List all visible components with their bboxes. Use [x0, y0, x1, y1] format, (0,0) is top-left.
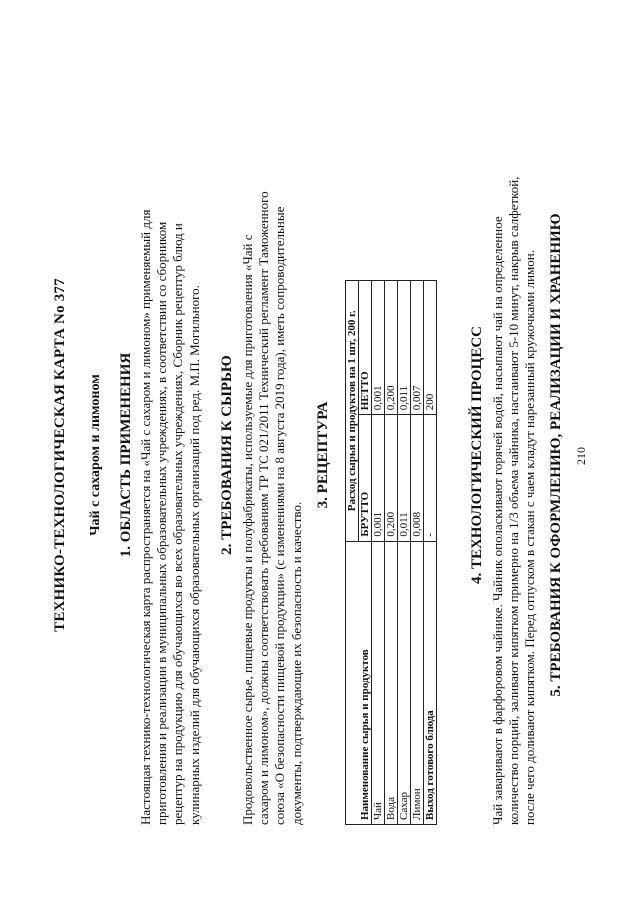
section-2-title: 2. ТРЕБОВАНИЯ К СЫРЬЮ: [219, 355, 235, 555]
cell-brutto: 0,008: [411, 415, 424, 541]
cell-netto: 0,011: [398, 281, 411, 415]
dish-title: Чай с сахаром и лимоном: [88, 374, 103, 536]
cell-brutto: 0,001: [372, 415, 385, 541]
text-line: союза «О безопасности пищевой продукции» (с изменениями на 8 августа 2019 года), иметь сопроводительные: [272, 206, 288, 825]
table-total-row: [424, 281, 437, 825]
cell-name: Сахар: [398, 541, 411, 824]
text-line: количество порций, заливают кипятком примерно на 1/3 объема чайника, настаивают 5-10 минут, накрыв салфеткой,: [506, 176, 522, 825]
cell-brutto: 0,200: [385, 415, 398, 541]
table-header-row: [346, 281, 359, 825]
cell-netto: 0,200: [385, 281, 398, 415]
cell-netto: 0,007: [411, 281, 424, 415]
table-row: [385, 281, 398, 825]
section-1-text: [138, 105, 203, 825]
cell-name: Выход готового блюда: [424, 541, 437, 824]
cell-brutto: 0,011: [398, 415, 411, 541]
cell-netto: 0,001: [372, 281, 385, 415]
cell-name: Вода: [385, 541, 398, 824]
text-line: рецептур на продукцию для обучающихся во всех образовательных учреждениях, Сборник рецептур блюд и: [170, 223, 186, 825]
text-line: документы, подтверждающие их безопасность и качество.: [288, 501, 304, 825]
text-line: кулинарных изделий для обучающихся образовательных организаций под ред. М.П. Могильного.: [186, 285, 202, 825]
text-line: после чего доливают кипятком. Перед отпуском в стакан с чаем кладут нарезанный кружочками лимон.: [522, 250, 538, 825]
section-4-text: [490, 65, 539, 825]
column-header-consumption: Расход сырья и продуктов на 1 шт, 200 г.: [346, 281, 359, 542]
column-header-netto: НЕТТО: [359, 281, 372, 415]
section-1-title: 1. ОБЛАСТЬ ПРИМЕНЕНИЯ: [118, 352, 134, 558]
page-title: ТЕХНИКО-ТЕХНОЛОГИЧЕСКАЯ КАРТА No 377: [52, 278, 68, 632]
section-4-title: 4. ТЕХНОЛОГИЧЕСКИЙ ПРОЦЕСС: [469, 325, 485, 585]
text-line: Продовольственное сырье, пищевые продукты и полуфабрикаты, используемые для приготовления «Чай с: [240, 234, 255, 825]
cell-name: Чай: [372, 541, 385, 824]
section-3-title: 3. РЕЦЕПТУРА: [315, 401, 331, 509]
section-5-title: 5. ТРЕБОВАНИЯ К ОФОРМЛЕНИЮ, РЕАЛИЗАЦИИ И ХРАНЕНИЮ: [548, 213, 564, 697]
cell-name: Лимон: [411, 541, 424, 824]
column-header-name: Наименование сырья и продуктов: [346, 541, 372, 824]
table-row: [411, 281, 424, 825]
table-row: [372, 281, 385, 825]
page-number: 210: [574, 447, 588, 465]
column-header-brutto: БРУТТО: [359, 415, 372, 541]
cell-brutto: -: [424, 415, 437, 541]
text-line: приготовления и реализации в муниципальных образовательных учреждениях, в соответствии со сборником: [154, 221, 170, 825]
recipe-table: [345, 280, 437, 825]
section-2-text: [240, 105, 305, 825]
text-line: сахаром и лимоном», должны соответствовать требованиям ТР ТС 021/2011 Технический регламент Таможенного: [256, 191, 272, 825]
table-row: [398, 281, 411, 825]
text-line: Настоящая технико-технологическая карта распространяется на «Чай с сахаром и лимоном» применяемый для: [138, 209, 153, 825]
text-line: Чай заваривают в фарфоровом чайнике. Чайник ополаскивают горячей водой, насыпают чай на определенное: [490, 216, 505, 825]
cell-netto: 200: [424, 281, 437, 415]
